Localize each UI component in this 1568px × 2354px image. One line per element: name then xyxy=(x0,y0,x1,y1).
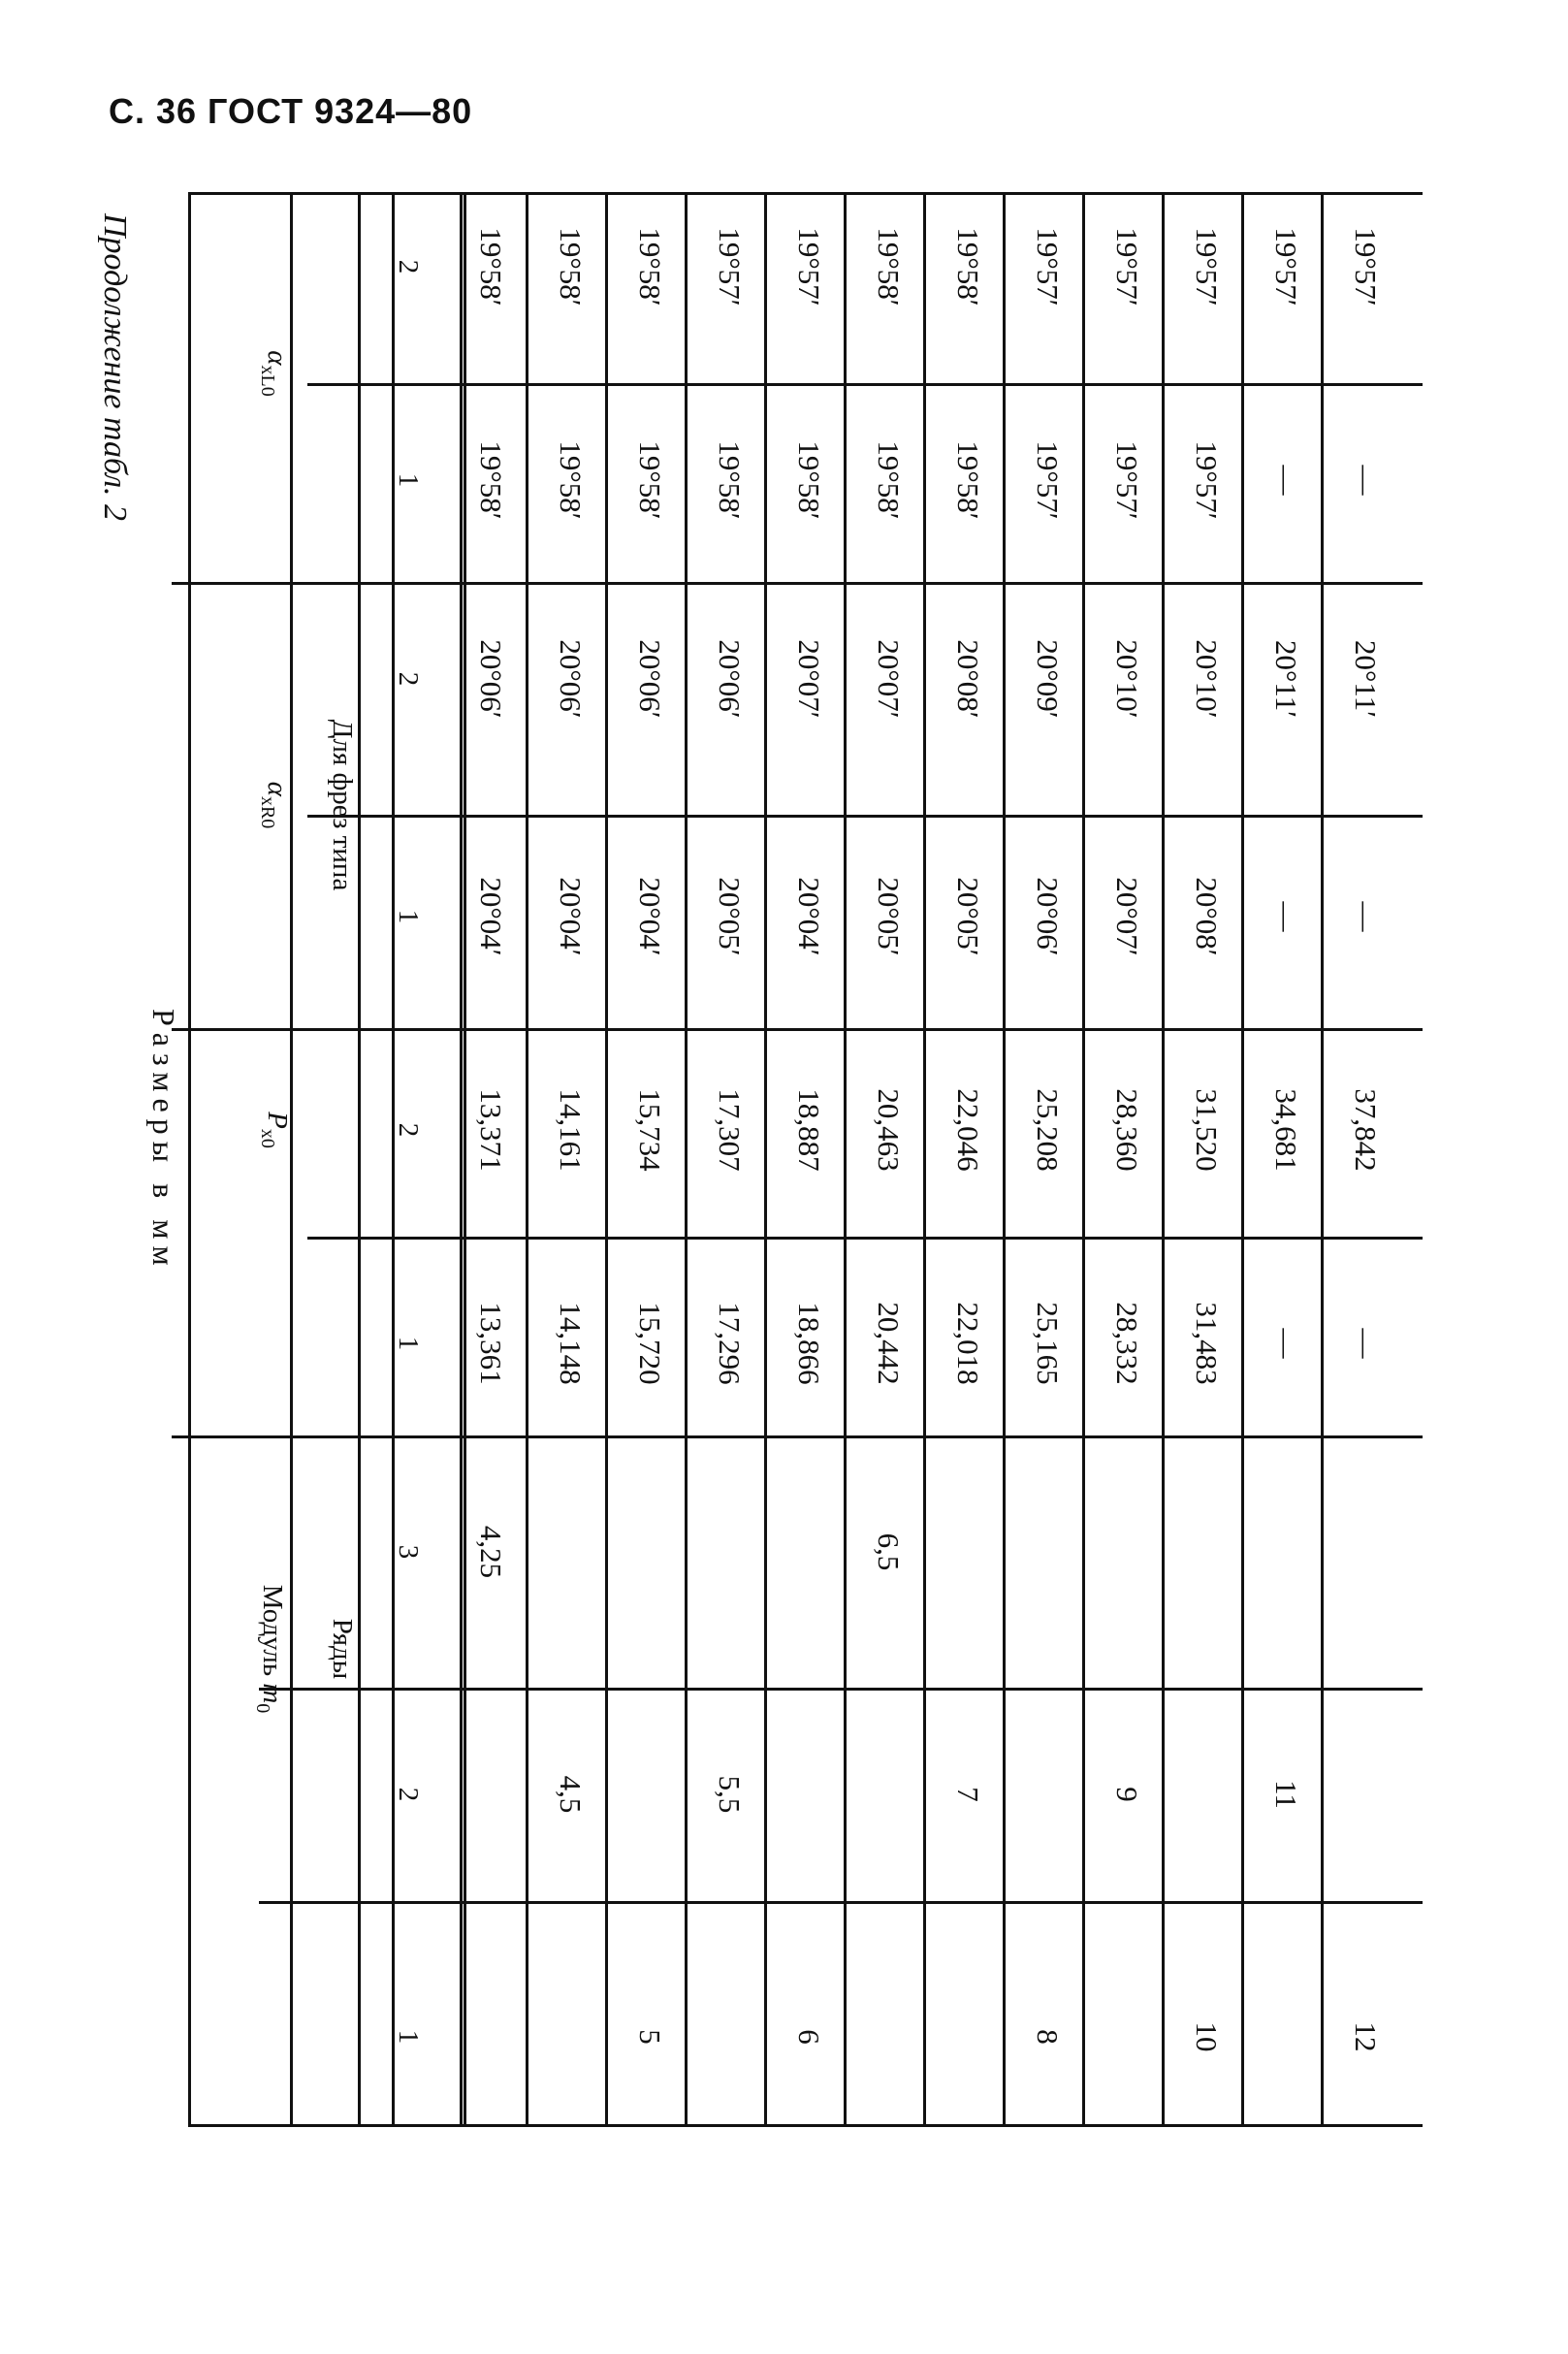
alpha-r-type-1: 1 xyxy=(393,909,424,924)
table-cell-al1: — xyxy=(1349,465,1383,496)
table-cell-px1: — xyxy=(1349,1328,1383,1359)
table-cell-ar2: 20°10′ xyxy=(1190,639,1224,719)
table-cell-ar1: 20°04′ xyxy=(474,877,508,956)
table-cell-px2: 31,520 xyxy=(1190,1088,1224,1172)
table-cell-al1: 19°58′ xyxy=(474,440,508,520)
table-cell-px2: 13,371 xyxy=(474,1088,508,1172)
table-cell-px2: 22,046 xyxy=(951,1088,985,1172)
table-cell-m2: 7 xyxy=(951,1787,985,1802)
table-cell-m1: 10 xyxy=(1190,2021,1224,2052)
table-cell-m2: 9 xyxy=(1110,1787,1144,1802)
table-cell-px1: 17,296 xyxy=(713,1302,747,1385)
table-cell-al1: 19°58′ xyxy=(872,440,906,520)
table-cell-px1: 13,361 xyxy=(474,1302,508,1385)
module-header: Модуль $m_0$ xyxy=(252,1584,288,1714)
table-cell-m1: 5 xyxy=(633,2029,667,2045)
table-cell-px2: 37,842 xyxy=(1349,1088,1383,1172)
table-cell-px1: 20,442 xyxy=(872,1302,906,1385)
table-cell-al2: 19°58′ xyxy=(554,227,588,306)
table-cell-al2: 19°57′ xyxy=(792,227,826,306)
table-cell-al1: 19°57′ xyxy=(1031,440,1065,520)
table-cell-al1: 19°58′ xyxy=(554,440,588,520)
table-cell-m1: 8 xyxy=(1031,2029,1065,2045)
table-cell-al2: 19°57′ xyxy=(1190,227,1224,306)
table-cell-al2: 19°57′ xyxy=(1269,227,1303,306)
table-cell-ar1: 20°05′ xyxy=(872,877,906,956)
alpha-r-type-2: 2 xyxy=(393,671,424,687)
table-cell-al1: 19°58′ xyxy=(951,440,985,520)
table-cell-ar1: 20°07′ xyxy=(1110,877,1144,956)
px-type-1: 1 xyxy=(393,1336,424,1351)
table-cell-m1: 6 xyxy=(792,2029,826,2045)
table-cell-px1: 15,720 xyxy=(633,1302,667,1385)
table-cell-ar1: 20°06′ xyxy=(1031,877,1065,956)
table-cell-px2: 17,307 xyxy=(713,1088,747,1172)
table-cell-ar1: — xyxy=(1349,901,1383,932)
table-cell-px1: 14,148 xyxy=(554,1302,588,1385)
row-num-header-1: 1 xyxy=(393,2029,424,2045)
table-cell-m1: 12 xyxy=(1349,2021,1383,2052)
table-cell-al1: 19°57′ xyxy=(1110,440,1144,520)
table-cell-px2: 25,208 xyxy=(1031,1088,1065,1172)
table-cell-px2: 18,887 xyxy=(792,1088,826,1172)
table-cell-m2: 4,5 xyxy=(554,1775,588,1814)
table-cell-al2: 19°57′ xyxy=(1349,227,1383,306)
table-cell-al1: — xyxy=(1269,465,1303,496)
table-cell-px1: 18,866 xyxy=(792,1302,826,1385)
table-cell-al2: 19°57′ xyxy=(1110,227,1144,306)
table-cell-m3: 6,5 xyxy=(872,1532,906,1571)
table-cell-al1: 19°58′ xyxy=(792,440,826,520)
alpha-r-header: $\alpha_{xR0}$ xyxy=(257,781,293,829)
units-caption: Размеры в мм xyxy=(146,1009,181,1273)
table-cell-px2: 14,161 xyxy=(554,1088,588,1172)
table-cell-px2: 34,681 xyxy=(1269,1088,1303,1172)
table-cell-ar1: 20°04′ xyxy=(792,877,826,956)
table-cell-m2: 5,5 xyxy=(713,1775,747,1814)
row-num-header-2: 2 xyxy=(393,1787,424,1802)
table-cell-al2: 19°58′ xyxy=(872,227,906,306)
table-cell-ar2: 20°11′ xyxy=(1269,639,1303,719)
alpha-l-header: $\alpha_{xL0}$ xyxy=(257,350,293,397)
table-cell-ar2: 20°08′ xyxy=(951,639,985,719)
table-cell-ar2: 20°07′ xyxy=(872,639,906,719)
alpha-l-type-2: 2 xyxy=(393,259,424,274)
alpha-l-type-1: 1 xyxy=(393,472,424,488)
px-type-2: 2 xyxy=(393,1122,424,1138)
table-cell-al2: 19°57′ xyxy=(1031,227,1065,306)
table-cell-ar2: 20°06′ xyxy=(713,639,747,719)
table-cell-al2: 19°58′ xyxy=(633,227,667,306)
table-cell-ar1: 20°08′ xyxy=(1190,877,1224,956)
table-cell-al2: 19°58′ xyxy=(951,227,985,306)
table-cell-ar2: 20°09′ xyxy=(1031,639,1065,719)
table-cell-px2: 20,463 xyxy=(872,1088,906,1172)
table-cell-px1: 31,483 xyxy=(1190,1302,1224,1385)
table-cell-px2: 28,360 xyxy=(1110,1088,1144,1172)
table-cell-al1: 19°58′ xyxy=(633,440,667,520)
table-cell-al1: 19°58′ xyxy=(713,440,747,520)
table-cell-px1: — xyxy=(1269,1328,1303,1359)
page-header: С. 36 ГОСТ 9324—80 xyxy=(109,91,473,131)
table-cell-ar2: 20°07′ xyxy=(792,639,826,719)
table-cell-ar1: 20°04′ xyxy=(554,877,588,956)
table-cell-ar1: 20°05′ xyxy=(713,877,747,956)
cutter-type-header: Для фрез типа xyxy=(327,719,358,891)
rows-group-header: Ряды xyxy=(327,1618,358,1680)
table-cell-al2: 19°57′ xyxy=(713,227,747,306)
table-cell-m2: 11 xyxy=(1269,1780,1303,1809)
table-cell-ar2: 20°06′ xyxy=(474,639,508,719)
table-cell-ar2: 20°06′ xyxy=(633,639,667,719)
table-cell-ar1: 20°05′ xyxy=(951,877,985,956)
table-cell-ar2: 20°10′ xyxy=(1110,639,1144,719)
table-cell-al1: 19°57′ xyxy=(1190,440,1224,520)
table-cell-px1: 25,165 xyxy=(1031,1302,1065,1385)
table-cell-px1: 28,332 xyxy=(1110,1302,1144,1385)
continuation-caption: Продолжение табл. 2 xyxy=(97,213,133,522)
table-cell-m3: 4,25 xyxy=(474,1525,508,1579)
table-cell-ar2: 20°06′ xyxy=(554,639,588,719)
table-cell-al2: 19°58′ xyxy=(474,227,508,306)
px-header: $P_{x0}$ xyxy=(257,1112,293,1148)
row-num-header-3: 3 xyxy=(393,1544,424,1560)
table-cell-ar1: — xyxy=(1269,901,1303,932)
table-cell-ar1: 20°04′ xyxy=(633,877,667,956)
table-cell-ar2: 20°11′ xyxy=(1349,639,1383,719)
table-cell-px1: 22,018 xyxy=(951,1302,985,1385)
table-cell-px2: 15,734 xyxy=(633,1088,667,1172)
